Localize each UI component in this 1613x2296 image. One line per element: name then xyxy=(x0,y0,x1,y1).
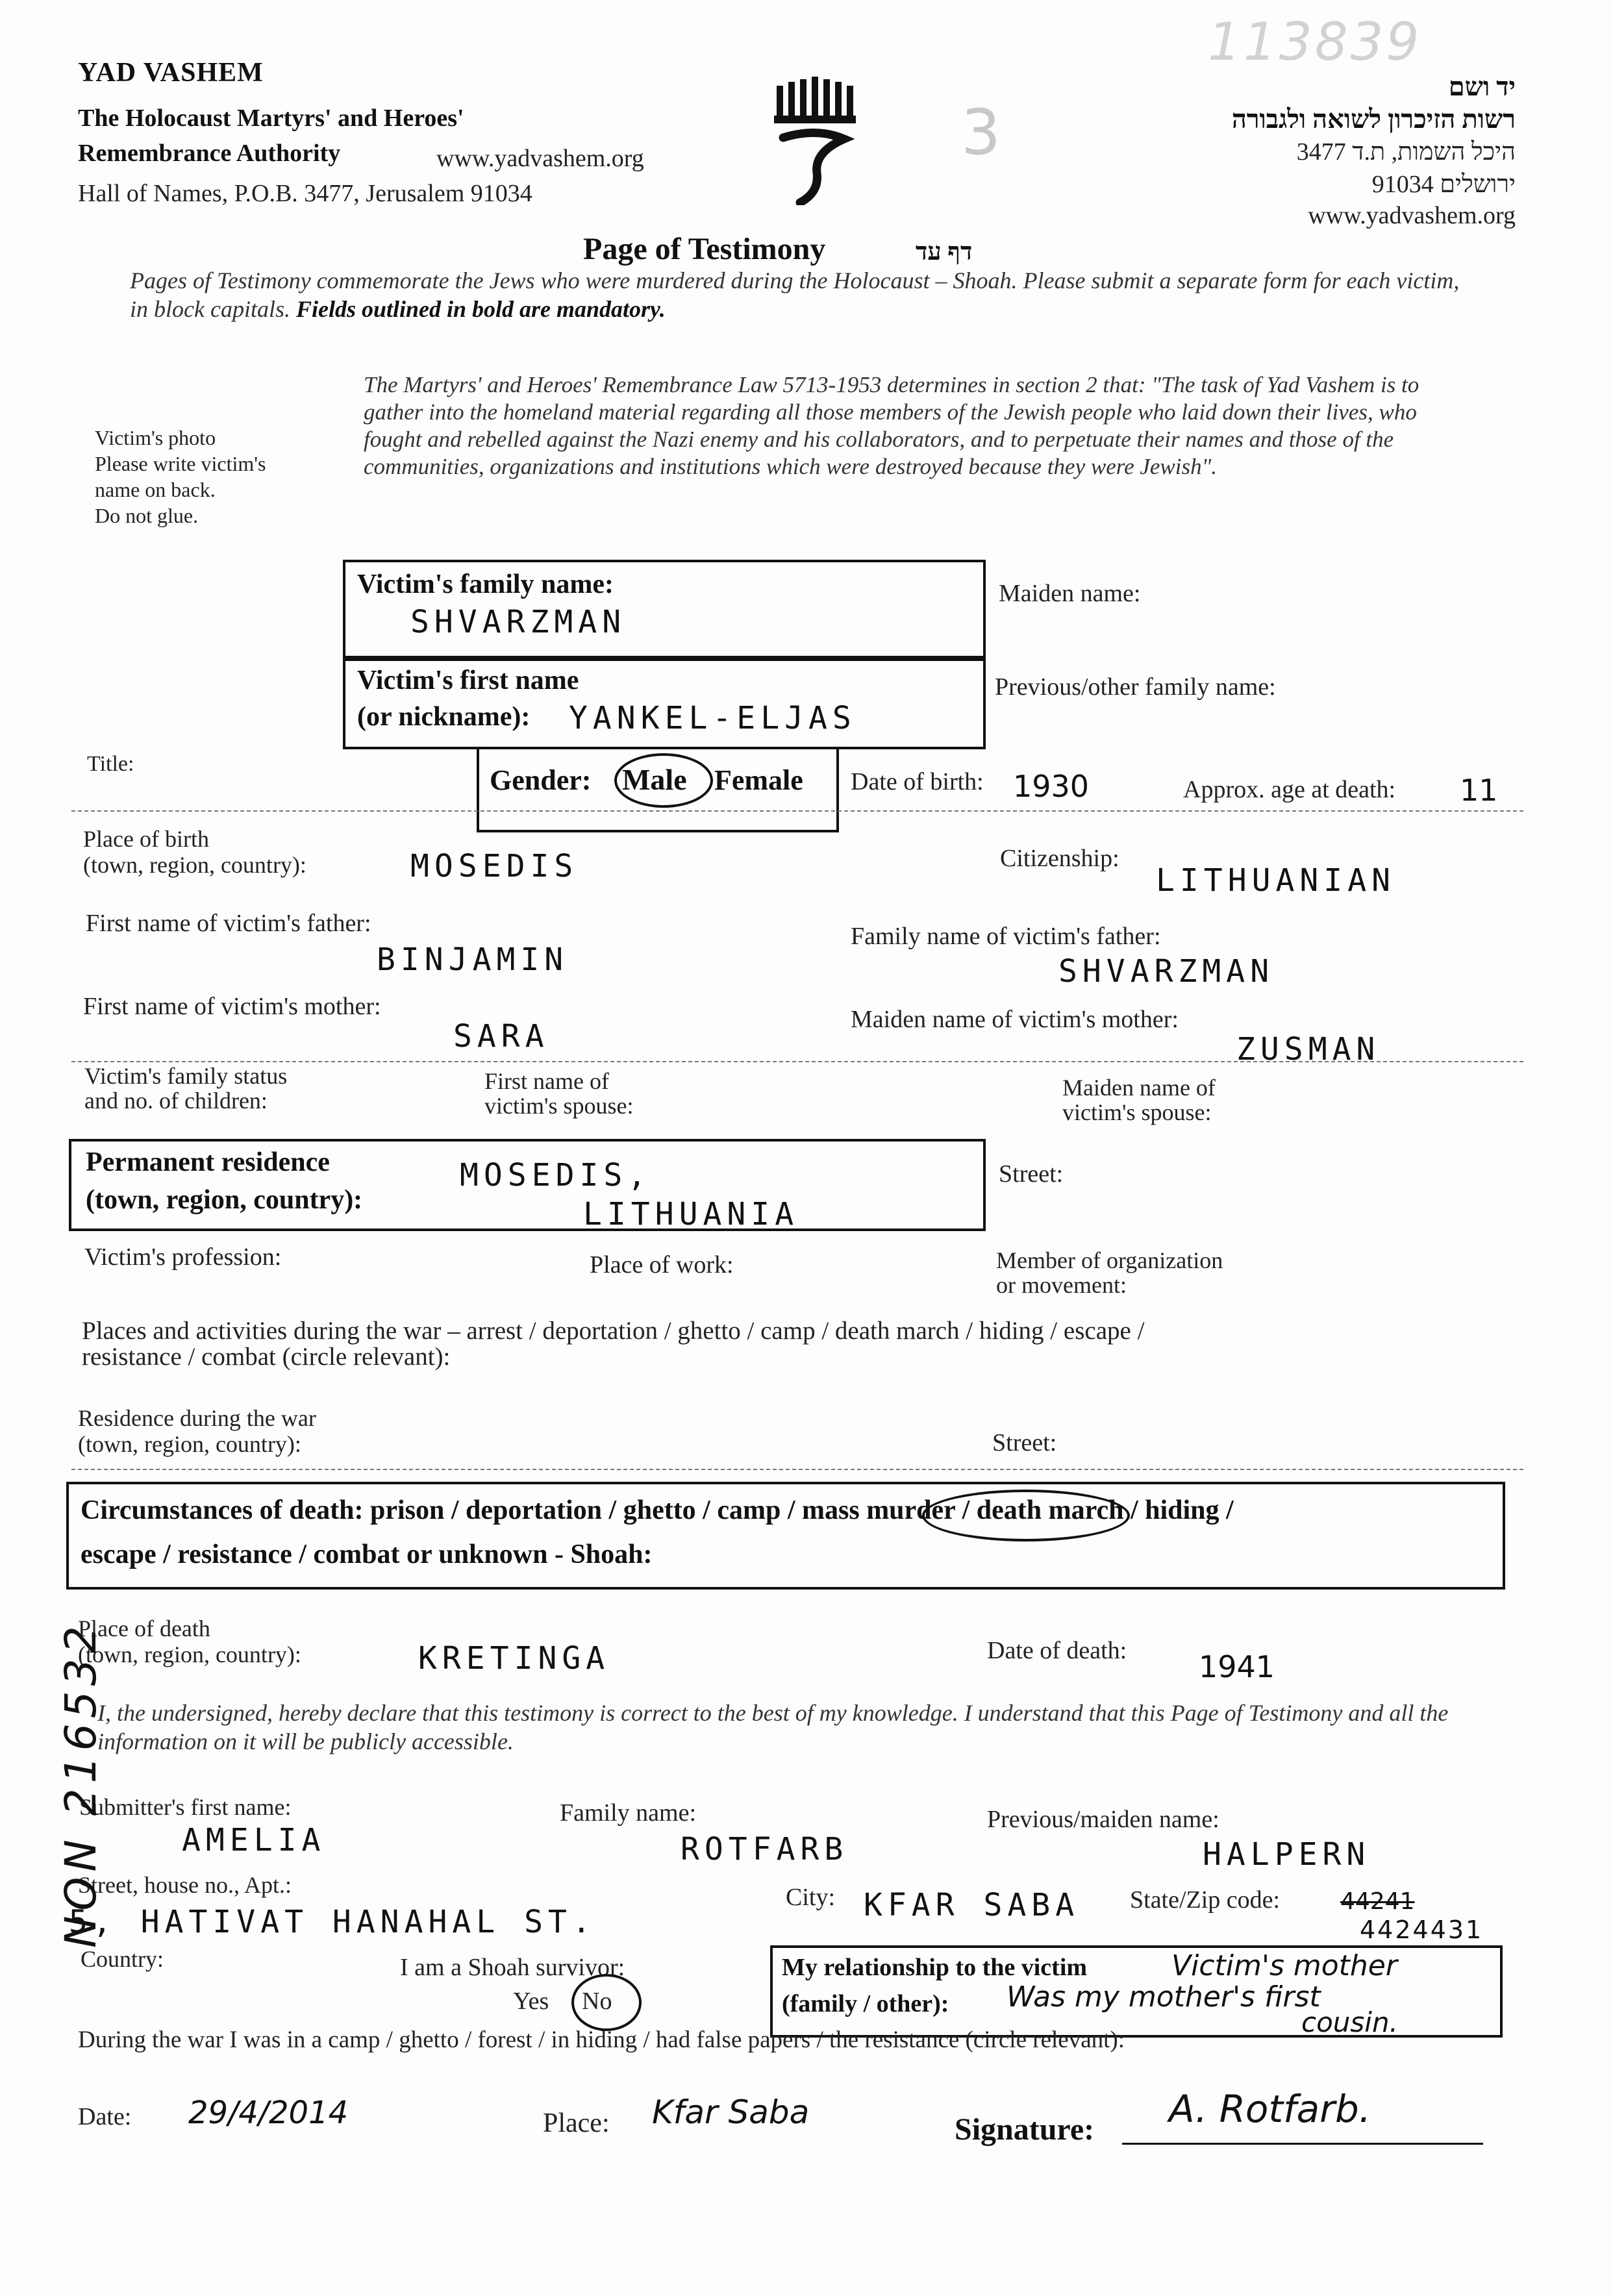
intro-text: Pages of Testimony commemorate the Jews who were murdered during the Holocaust – Shoah. Please submit a separate form for each victim, in block capitals. Fields outlined in bold are mandatory. xyxy=(130,268,1460,322)
photo-note: Victim's photo Please write victim's name on back. Do not glue. xyxy=(95,426,266,527)
org-website: www.yadvashem.org xyxy=(436,145,644,172)
divider-1 xyxy=(71,810,1523,812)
circumstance-selected[interactable]: mass murder xyxy=(802,1495,956,1525)
gender-label: Gender: xyxy=(490,764,592,796)
war-street-label: Street: xyxy=(992,1429,1057,1456)
death-place-label: Place of death (town, region, country): xyxy=(78,1616,301,1667)
survivor-yes[interactable]: Yes xyxy=(513,1988,549,2015)
death-date-label: Date of death: xyxy=(987,1637,1127,1664)
first-name-label-2: (or nickname): xyxy=(357,702,531,732)
org-line2: Remembrance Authority xyxy=(78,140,341,167)
zip-struck: 44241 xyxy=(1340,1888,1415,1915)
circumstances-line-2: escape / resistance / combat or unknown - Shoah: xyxy=(81,1540,653,1569)
citizenship-label: Citizenship: xyxy=(1000,845,1119,872)
survivor-label: I am a Shoah survivor: xyxy=(400,1954,625,1981)
relationship-value-3[interactable]: cousin. xyxy=(1301,2006,1398,2038)
family-name-label: Victim's family name: xyxy=(357,569,614,599)
zip-value[interactable]: 4424431 xyxy=(1360,1915,1484,1944)
street-label: Street, house no., Apt.: xyxy=(78,1872,292,1898)
page-title-hebrew: דף עד xyxy=(916,238,973,266)
hebrew-line1: יד ושם xyxy=(1448,72,1516,101)
city-value[interactable]: KFAR SABA xyxy=(864,1887,1080,1923)
org-line1: The Holocaust Martyrs' and Heroes' xyxy=(78,105,464,132)
submitter-first-value[interactable]: AMELIA xyxy=(182,1822,326,1858)
org-name: YAD VASHEM xyxy=(78,58,264,88)
death-place-value[interactable]: KRETINGA xyxy=(418,1640,610,1677)
page-title: Page of Testimony xyxy=(583,232,826,266)
father-first-value[interactable]: BINJAMIN xyxy=(377,942,569,978)
relationship-value-2[interactable]: Was my mother's first xyxy=(1007,1980,1321,2014)
submitter-first-label: Submitter's first name: xyxy=(79,1794,292,1820)
top-handwritten-number: 113839 xyxy=(1208,12,1422,72)
circumstance-circle xyxy=(922,1490,1130,1541)
residence-value-1[interactable]: MOSEDIS, xyxy=(460,1157,652,1193)
submitter-family-label: Family name: xyxy=(560,1799,697,1827)
relationship-label-2: (family / other): xyxy=(782,1990,949,2017)
previous-name-label: Previous/other family name: xyxy=(995,673,1276,701)
gender-male[interactable]: Male xyxy=(622,763,687,796)
zip-label: State/Zip code: xyxy=(1130,1886,1281,1914)
maiden-name-label: Maiden name: xyxy=(999,580,1141,607)
date-label: Date: xyxy=(78,2103,132,2130)
divider-2 xyxy=(71,1061,1523,1062)
signature-value[interactable]: A. Rotfarb. xyxy=(1169,2087,1371,2131)
country-label: Country: xyxy=(81,1946,164,1972)
place-label: Place: xyxy=(543,2108,610,2138)
hebrew-line4: ירושלים 91034 xyxy=(1371,171,1516,198)
residence-street-label: Street: xyxy=(999,1160,1064,1188)
father-family-value[interactable]: SHVARZMAN xyxy=(1058,953,1275,990)
mother-first-value[interactable]: SARA xyxy=(453,1018,549,1054)
dob-label: Date of birth: xyxy=(851,768,984,795)
dob-value[interactable]: 1930 xyxy=(1013,769,1090,804)
residence-label-1: Permanent residence xyxy=(86,1147,330,1177)
residence-label-2: (town, region, country): xyxy=(86,1185,363,1215)
spouse-first-label: First name of victim's spouse: xyxy=(484,1068,634,1119)
first-name-value[interactable]: YANKEL-ELJAS xyxy=(569,700,857,736)
hebrew-line3: היכל השמות, ת.ד 3477 xyxy=(1296,138,1516,166)
profession-label: Victim's profession: xyxy=(84,1243,282,1271)
spouse-maiden-label: Maiden name of victim's spouse: xyxy=(1062,1075,1216,1125)
age-label: Approx. age at death: xyxy=(1183,776,1396,803)
birthplace-label: Place of birth (town, region, country): xyxy=(83,826,306,878)
death-date-value[interactable]: 1941 xyxy=(1199,1649,1275,1684)
yad-vashem-logo xyxy=(771,75,862,205)
mother-maiden-label: Maiden name of victim's mother: xyxy=(851,1006,1179,1033)
declaration: I, the undersigned, hereby declare that this testimony is correct to the best of my knowledge. I understand that this Page of Testimony and all the information on it will be publicly accessible. xyxy=(97,1700,1449,1754)
member-label: Member of organization or movement: xyxy=(996,1247,1223,1298)
war-residence-label: Residence during the war (town, region, country): xyxy=(78,1405,316,1457)
war-activities: Places and activities during the war – arrest / deportation / ghetto / camp / death march / hiding / escape / resistance / combat (circle relevant): xyxy=(82,1317,1145,1371)
submitter-maiden-value[interactable]: HALPERN xyxy=(1203,1836,1371,1873)
survivor-no[interactable]: No xyxy=(582,1988,612,2015)
birthplace-value[interactable]: MOSEDIS xyxy=(410,848,579,884)
mother-maiden-value[interactable]: ZUSMAN xyxy=(1236,1031,1381,1067)
org-address: Hall of Names, P.O.B. 3477, Jerusalem 91034 xyxy=(78,180,532,207)
citizenship-value[interactable]: LITHUANIAN xyxy=(1156,862,1395,899)
hebrew-website: www.yadvashem.org xyxy=(1308,202,1516,229)
father-family-label: Family name of victim's father: xyxy=(851,923,1161,950)
relationship-value-1[interactable]: Victim's mother xyxy=(1171,1949,1397,1982)
city-label: City: xyxy=(786,1884,836,1911)
hebrew-line2: רשות הזיכרון לשואה ולגבורה xyxy=(1231,105,1516,134)
signature-label: Signature: xyxy=(955,2112,1095,2147)
mandatory-note: Fields outlined in bold are mandatory. xyxy=(295,296,666,322)
father-first-label: First name of victim's father: xyxy=(86,910,371,937)
submitter-war-line: During the war I was in a camp / ghetto / forest / in hiding / had false papers / the resistance (circle relevant): xyxy=(78,2027,1125,2053)
title-label: Title: xyxy=(87,752,134,776)
gender-female[interactable]: Female xyxy=(714,764,803,796)
family-name-value[interactable]: SHVARZMAN xyxy=(410,604,627,640)
circumstances-line-1: Circumstances of death: prison / deportation / ghetto / camp / mass murder / death march / hiding / xyxy=(81,1495,1234,1525)
submitter-family-value[interactable]: ROTFARB xyxy=(681,1831,849,1867)
page-mark: 3 xyxy=(961,96,1001,169)
family-status-label: Victim's family status and no. of children: xyxy=(84,1063,288,1114)
signature-line xyxy=(1122,2143,1483,2145)
relationship-label-1: My relationship to the victim xyxy=(782,1954,1088,1981)
mother-first-label: First name of victim's mother: xyxy=(83,993,381,1020)
margin-note: NON 216532 xyxy=(56,1621,106,1948)
street-value[interactable]: 5, HATIVAT HANAHAL ST. xyxy=(69,1904,596,1940)
residence-value-2[interactable]: LITHUANIA xyxy=(583,1196,799,1232)
first-name-label: Victim's first name xyxy=(357,666,579,695)
workplace-label: Place of work: xyxy=(590,1251,734,1279)
place-value[interactable]: Kfar Saba xyxy=(652,2093,810,2131)
divider-3 xyxy=(71,1469,1523,1470)
date-value[interactable]: 29/4/2014 xyxy=(188,2095,349,2131)
law-text: The Martyrs' and Heroes' Remembrance Law 5713-1953 determines in section 2 that: "The task of Yad Vashem is to gather into the homeland material regarding all those members of the Jewish people who laid down their lives, who fought and rebelled against the Nazi enemy and his collaborators, and to perpetuate their names and those of the communities, organizations and institutions which were destroyed because they were Jewish". xyxy=(364,372,1419,479)
submitter-maiden-label: Previous/maiden name: xyxy=(987,1806,1219,1833)
age-value[interactable]: 11 xyxy=(1460,773,1498,808)
